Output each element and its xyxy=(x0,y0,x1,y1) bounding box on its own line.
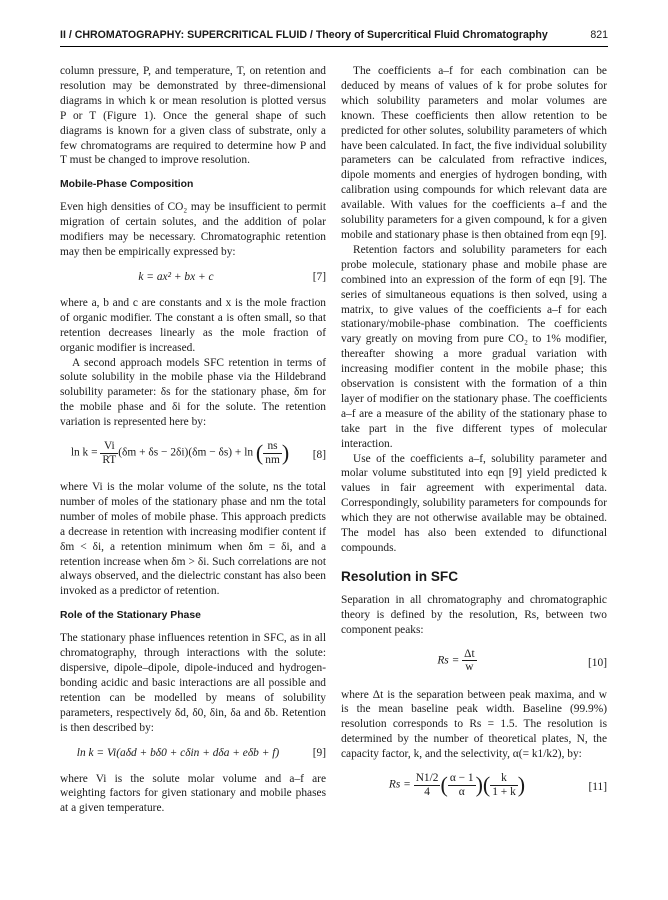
eq11-c-bottom: 1 + k xyxy=(492,785,516,798)
equation-8: ln k = $\frac{Vi}{RT}$ (δm + δs − 2δi)(δm − δs) + ln ( $\frac{ns}{nm}$ ) [8] xyxy=(70,440,326,466)
eq8-frac-top: Vi xyxy=(100,440,118,454)
running-header xyxy=(60,29,608,43)
left-column xyxy=(60,64,326,816)
paragraph: where Δt is the separation between peak maxima, and w is the mean baseline peak width. Baseline (99.9%) resolution corresponds to Rs = 1.5. The resolution is determined by the number of theoretical plates, N, the capacity factor, k, and the selectivity, α(= k1/k2), by: xyxy=(341,688,607,761)
right-column xyxy=(341,64,607,812)
section-heading-resolution: Resolution in SFC xyxy=(341,568,459,584)
eq8-number: [8] xyxy=(312,449,326,462)
subheading-mobile-phase: Mobile-Phase Composition xyxy=(60,179,194,191)
eq8-n-top: ns xyxy=(263,440,282,454)
equation-11: Rs = $\frac{N1/2}{4}$ ( $\frac{\alpha - 1}{\alpha}$ )( $\frac{k}{1 + k}$ ) [11] xyxy=(388,772,607,798)
eq9-body: ln k = Vi(aδd + bδ0 + cδin + dδa + eδb + f) xyxy=(76,746,280,759)
eq11-b-bottom: α xyxy=(458,785,465,798)
paragraph: Even high densities of CO₂ may be insufficient to permit migration of certain solutes, and the addition of polar modifiers may be necessary. Chromatographic retention may then be empirically expressed by: xyxy=(60,201,326,258)
paragraph: Separation in all chromatography and chromatographic theory is defined by the resolution, Rs, between two component peaks: xyxy=(341,593,607,636)
eq9-number: [9] xyxy=(312,746,326,759)
paragraph: The stationary phase influences retention in SFC, as in all chromatography, through interactions with the solute: dispersive, dipole–dipole, dipole-induced and hydrogen-bonding acidic and basic interactions are all possible and retention can be modelled by means of solubility parameters, respectively δd, δ0, δin, δa and δb. Retention is then described by: xyxy=(60,632,326,734)
running-title: II / CHROMATOGRAPHY: SUPERCRITICAL FLUID / Theory of Supercritical Fluid Chromatography xyxy=(60,29,548,41)
eq10-lhs: Rs = xyxy=(437,654,460,667)
eq8-middle: (δm + δs − 2δi)(δm − δs) + ln xyxy=(118,446,254,459)
eq10-bottom: w xyxy=(465,661,474,674)
eq11-number: [11] xyxy=(588,781,607,794)
paragraph: where Vi is the molar volume of the solute, ns the total number of moles of the stationary phase and nm the total number of moles of mobile phase. This approach predicts a decrease in retention with increasing modifier content if δm < δi, a retention minimum when δm = δi, and a retention increase when δm > δi. Such correlations are not always observed, and the dielectric constant has also been invoked as a predictor of retention. xyxy=(60,481,326,598)
paragraph: where a, b and c are constants and x is the mole fraction of organic modifier. The constant a is often small, so that retention decreases linearly as the mole fraction of organic modifier is increased. xyxy=(60,296,326,354)
paragraph: A second approach models SFC retention in terms of solute solubility in the mobile phase via the Hildebrand solubility parameter: δs for the stationary phase, δm for the mobile phase and δi for the solute. The retention variation is represented here by: xyxy=(60,356,326,429)
paragraph: Use of the coefficients a–f, solubility parameter and molar volume substituted into eqn [9] yield predicted k values in fair agreement with experimental data. Correspondingly, solubility parameters for compounds for which they are not otherwise available may be obtained. The model has also been extended to difunctional compounds. xyxy=(341,452,607,554)
paragraph: column pressure, P, and temperature, T, on retention and resolution may be demonstrated by three-dimensional diagrams in which k or mean resolution is plotted versus P or T (Figure 1). Once the general shape of such diagrams is known for a given class of substrate, only a few chromatograms are required to determine how P and T must be changed to improve resolution. xyxy=(60,65,326,167)
equation-9 xyxy=(60,744,326,764)
eq11-a-top: N1/2 xyxy=(415,772,439,785)
eq10-top: Δt xyxy=(464,647,475,660)
subheading-stationary-phase: Role of the Stationary Phase xyxy=(60,610,201,622)
eq11-a-bottom: 4 xyxy=(424,785,430,798)
page-number: 821 xyxy=(590,29,608,41)
eq7-number: [7] xyxy=(312,270,326,283)
eq8-frac-bottom: RT xyxy=(102,453,117,466)
paragraph: The coefficients a–f for each combination can be deduced by means of values of k for probe solutes for which solubility parameters and molar volumes are known. These coefficients then allow retention to be predicted for other solutes, solubility parameters of which have been calculated. In fact, the five individual solubility parameters can be calculated from refractive indices, dipole moments and energies of hydrogen bonding, with calibration using compounds for which relevant data are available. With values for the coefficients a–f and the solubility parameters for a given compound, k for a given mobile and stationary phase is then obtained from eqn [9]. xyxy=(341,65,607,241)
eq11-lhs: Rs = xyxy=(388,778,411,791)
equation-10 xyxy=(341,646,607,680)
eq7-body: k = ax² + bx + c xyxy=(138,270,214,283)
eq11-c-top: k xyxy=(490,772,518,786)
eq8-lhs: ln k = xyxy=(70,446,98,459)
paragraph: where Vi is the solute molar volume and a–f are weighting factors for given stationary and mobile phases at a given temperature. xyxy=(60,772,326,815)
paragraph: Retention factors and solubility parameters for each probe molecule, stationary phase and mobile phase are combined into an expression of the form of eqn [9]. The series of simultaneous equations is then solved, using a matrix, to give values of the coefficients a–f for each stationary/mobile-phase combination. The coefficients vary greatly on moving from pure CO₂ to 1% modifier, thereafter showing a more gradual variation with increasing modifier content in the mobile phase; this observation is consistent with the formation of a thin layer of modifier on the stationary phase. The coefficients a–f are a measure of the ability of the stationary phase to take part in the five different types of molecular interaction. xyxy=(341,243,607,450)
eq10-number: [10] xyxy=(588,656,607,669)
equation-7 xyxy=(60,268,326,288)
eq8-n-bottom: nm xyxy=(265,453,280,466)
header-rule xyxy=(60,46,608,47)
eq11-b-top: α − 1 xyxy=(449,772,474,785)
